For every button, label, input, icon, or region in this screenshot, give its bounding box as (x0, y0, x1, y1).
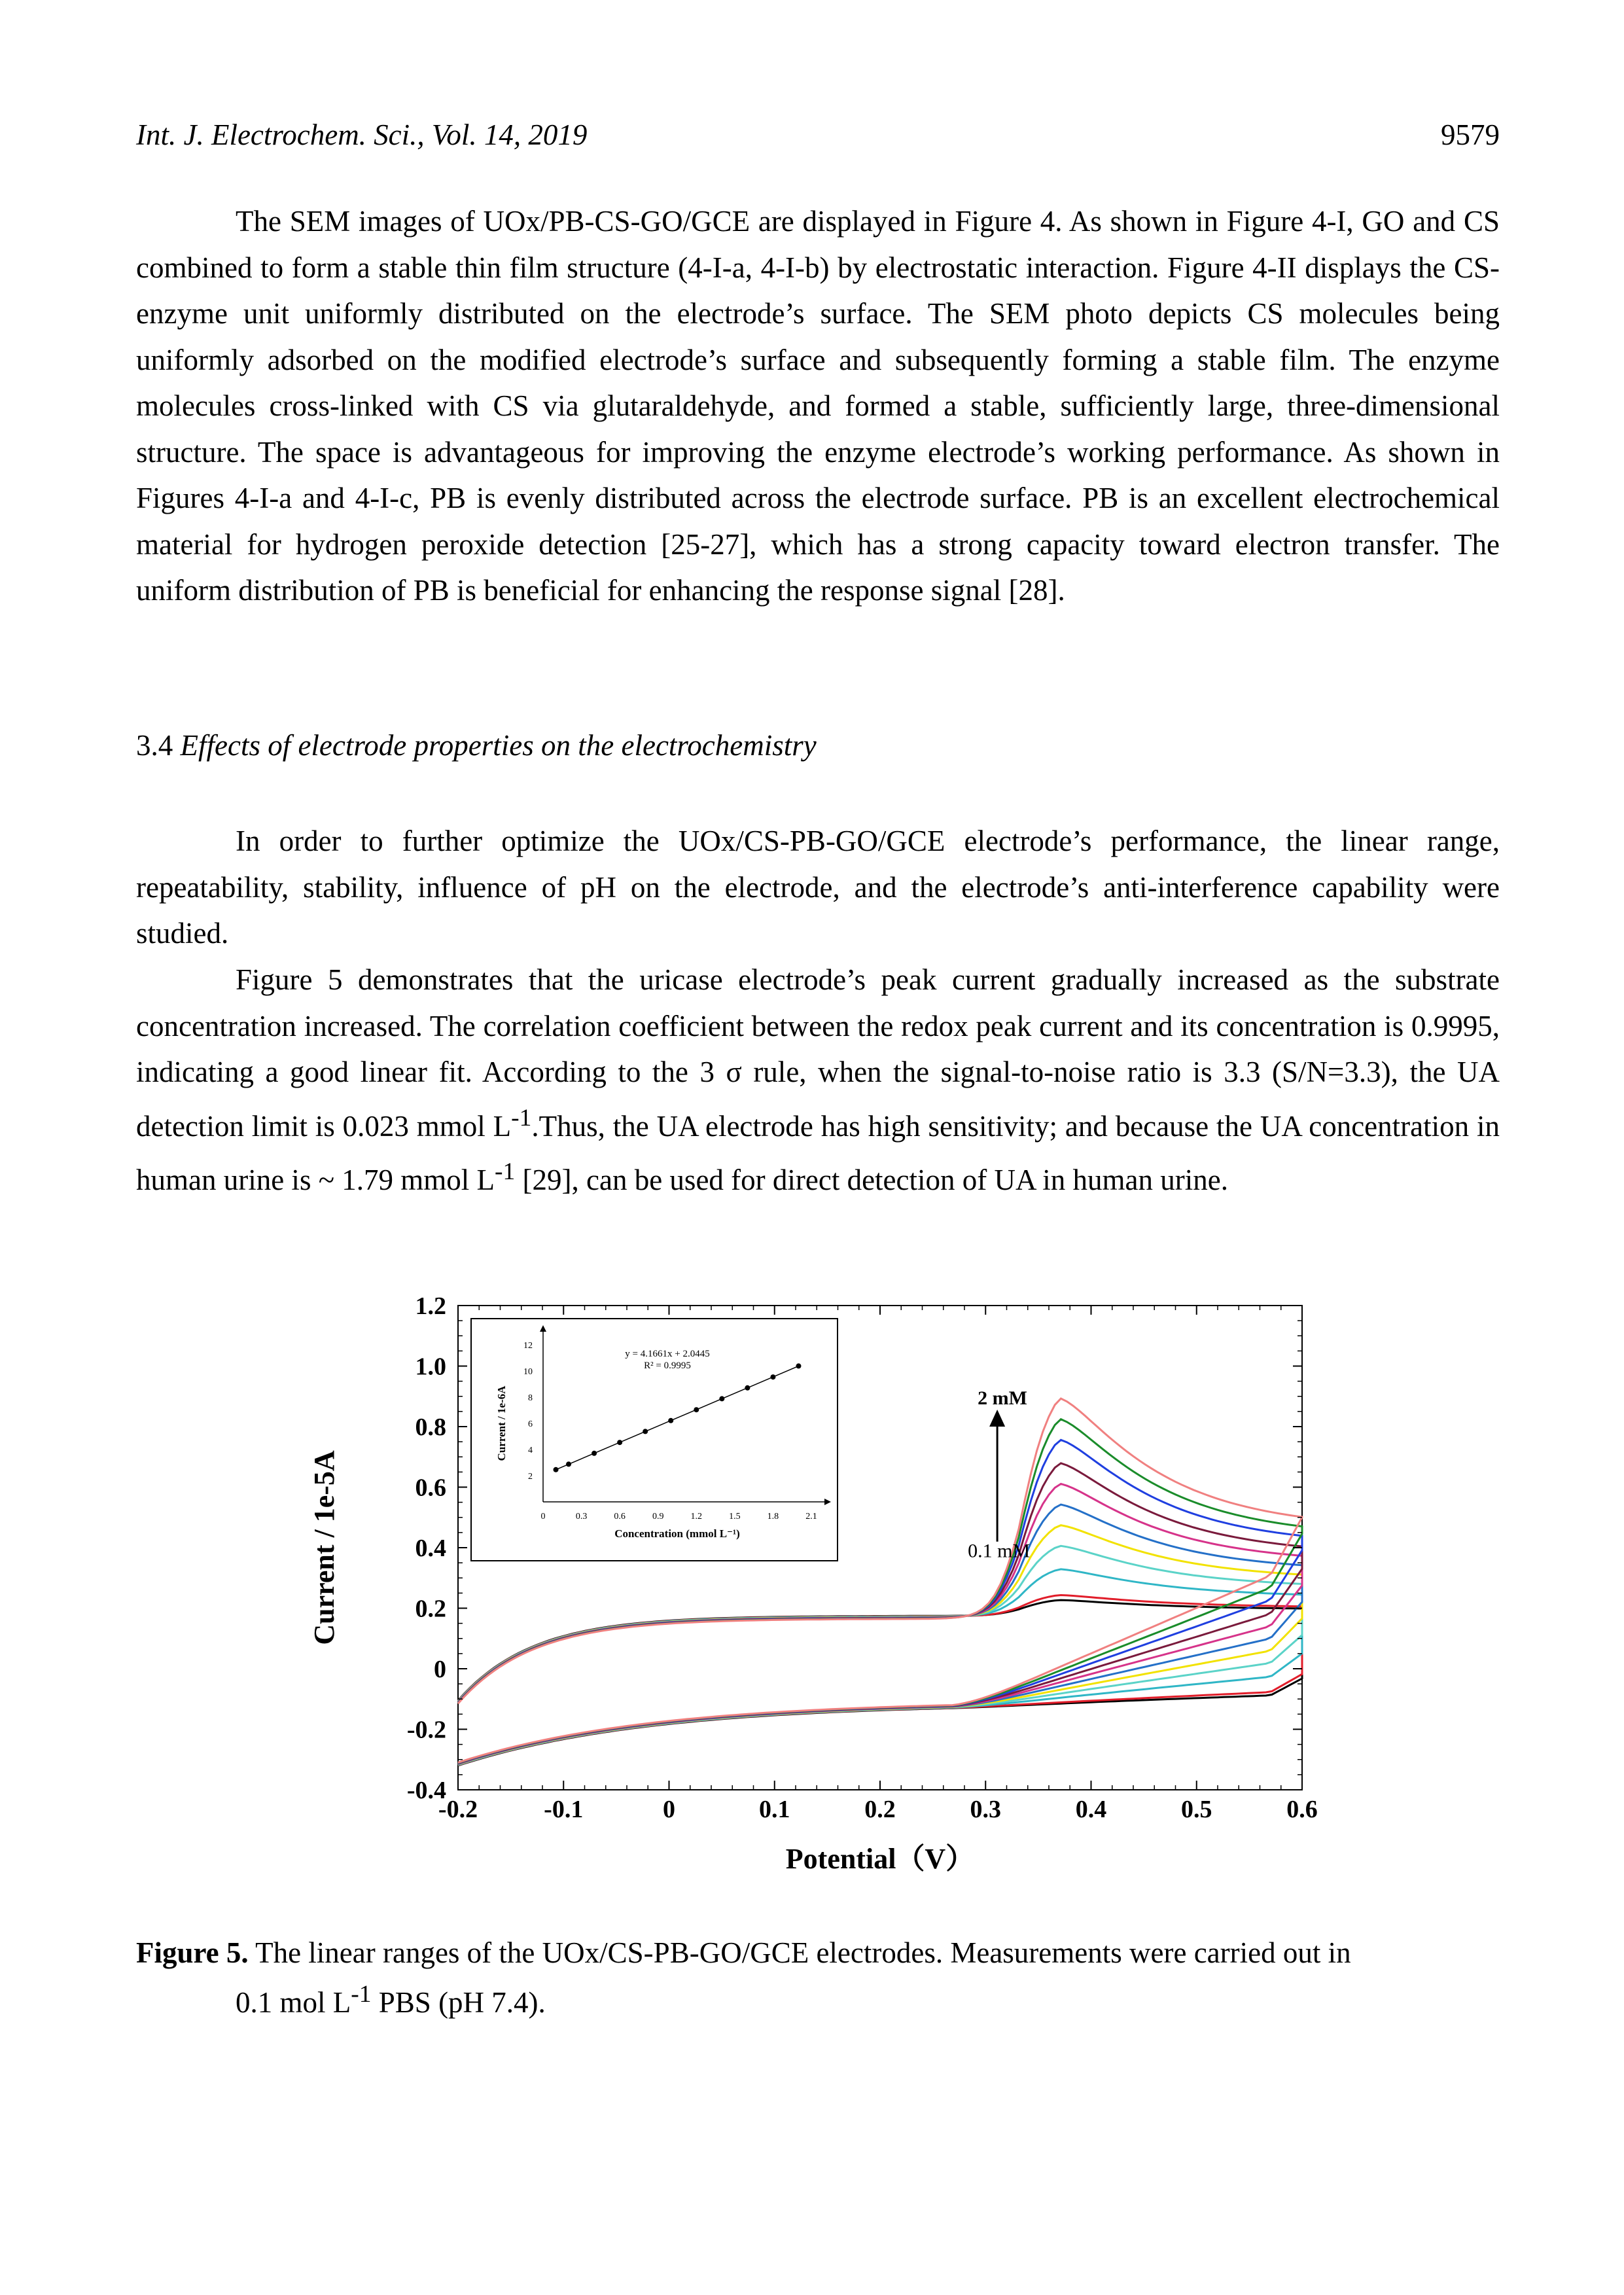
x-axis-label: Potential（V） (785, 1843, 975, 1875)
inset-r2: R² = 0.9995 (644, 1361, 691, 1371)
text-segment: 0.1 mol L (236, 1986, 351, 2019)
inset-x-tick-label: 2.1 (805, 1512, 817, 1521)
inset-data-point (643, 1429, 648, 1434)
inset-x-label: Concentration (mmol L⁻¹) (614, 1527, 740, 1540)
journal-citation: Int. J. Electrochem. Sci., Vol. 14, 2019 (136, 118, 588, 151)
section-heading (136, 728, 817, 762)
text-segment: Figure 5 demonstrates that the uricase electrode’s peak current gradually increased as the substrate concentration increased. The correlation coefficient between the redox peak current and its concentration is 0.9995, indicating a good linear fit. According to the 3 σ rule, when the signal-to-noise ratio is 3.3 (S/N=3.3), the UA detection limit is 0.023 mmol L (136, 963, 1500, 1143)
caption-label: Figure 5. (136, 1936, 249, 1969)
y-tick-label: 1.2 (415, 1292, 446, 1320)
paragraph-sem (136, 198, 1500, 614)
cv-series-line (458, 1595, 1302, 1766)
y-tick-label: -0.2 (406, 1716, 446, 1744)
x-tick-label: 0.2 (864, 1796, 896, 1823)
caption-text: The linear ranges of the UOx/CS-PB-GO/GCE electrodes. Measurements were carried out in (255, 1936, 1351, 1969)
x-tick-label: 0.3 (970, 1796, 1001, 1823)
figure-5 (308, 1279, 1322, 1901)
inset-x-tick-label: 0.3 (575, 1512, 588, 1521)
inset-x-tick-label: 1.5 (729, 1512, 741, 1521)
inset-y-tick-label: 12 (523, 1341, 533, 1351)
y-tick-label: 0.4 (415, 1535, 446, 1562)
text-segment: [29], can be used for direct detection of UA in human urine. (515, 1164, 1228, 1196)
inset-data-point (745, 1385, 750, 1391)
inset-x-tick-label: 0 (540, 1512, 546, 1521)
page-number: 9579 (1441, 118, 1500, 151)
paragraph-linear-range (136, 957, 1500, 1203)
inset-data-point (694, 1407, 699, 1412)
inset-equation: y = 4.1661x + 2.0445 (625, 1349, 710, 1359)
inset-x-tick-label: 0.9 (652, 1512, 664, 1521)
superscript: -1 (511, 1104, 532, 1131)
inset-y-tick-label: 2 (528, 1472, 533, 1482)
inset-y-tick-label: 8 (528, 1393, 533, 1403)
x-tick-label: 0.6 (1286, 1796, 1318, 1823)
paragraph-text: The SEM images of UOx/PB-CS-GO/GCE are displayed in Figure 4. As shown in Figure 4-I, GO and CS combined to form a stable thin film structure (4-I-a, 4-I-b) by electrostatic interaction. Figure 4-II displays the CS-enzyme unit uniformly distributed on the electrode’s surface. The SEM photo depicts CS molecules being uniformly adsorbed on the modified electrode’s surface and subsequently forming a stable film. The enzyme molecules cross-linked with CS via glutaraldehyde, and formed a stable, sufficiently large, three-dimensional structure. The space is advantageous for improving the enzyme electrode’s working performance. As shown in Figures 4-I-a and 4-I-c, PB is evenly distributed across the electrode surface. PB is an excellent electrochemical material for hydrogen peroxide detection [25-27], which has a strong capacity toward electron transfer. The uniform distribution of PB is beneficial for enhancing the response signal [28]. (136, 205, 1500, 607)
x-tick-label: 0.1 (759, 1796, 790, 1823)
y-tick-label: 0.2 (415, 1595, 446, 1623)
inset-x-tick-label: 1.2 (690, 1512, 703, 1521)
text-segment: .Thus, the UA electrode has high sensitivity; and because the UA concentration in human urine is ~ 1.79 mmol L (136, 1109, 1500, 1196)
y-axis-label: Current / 1e-5A (308, 1450, 340, 1645)
paragraph-optimize (136, 818, 1500, 957)
inset-y-tick-label: 10 (523, 1367, 533, 1377)
inset-x-tick-label: 1.8 (767, 1512, 779, 1521)
inset-y-tick-label: 4 (528, 1446, 533, 1455)
y-tick-label: 0.8 (415, 1414, 446, 1441)
text-segment: PBS (pH 7.4). (371, 1986, 546, 2019)
paragraph-text (136, 957, 1500, 1203)
x-tick-label: -0.2 (438, 1796, 478, 1823)
annotation-bottom: 0.1 mM (968, 1540, 1031, 1562)
y-tick-label: 0 (434, 1656, 446, 1683)
inset-data-point (591, 1451, 597, 1456)
cv-chart (308, 1279, 1322, 1901)
y-tick-label: -0.4 (406, 1777, 446, 1804)
inset-x-tick-label: 0.6 (614, 1512, 626, 1521)
paragraph-text: In order to further optimize the UOx/CS-PB-GO/GCE electrode’s performance, the linear range, repeatability, stability, influence of pH on the electrode, and the electrode’s anti-interference capability were studied. (136, 825, 1500, 950)
inset-y-tick-label: 6 (528, 1419, 533, 1429)
page-header (136, 118, 1500, 157)
y-tick-label: 1.0 (415, 1353, 446, 1381)
inset-plot (471, 1319, 838, 1561)
figure-caption (136, 1932, 1500, 2023)
section-title: Effects of electrode properties on the electrochemistry (180, 729, 817, 762)
inset-data-point (796, 1363, 801, 1368)
x-tick-label: 0.5 (1181, 1796, 1212, 1823)
inset-data-point (719, 1396, 724, 1401)
inset-data-point (770, 1374, 775, 1379)
inset-data-point (554, 1467, 559, 1472)
x-tick-label: 0 (663, 1796, 675, 1823)
x-tick-label: -0.1 (544, 1796, 584, 1823)
superscript: -1 (351, 1981, 372, 2008)
x-tick-label: 0.4 (1075, 1796, 1107, 1823)
y-tick-label: 0.6 (415, 1474, 446, 1502)
arrow-head (989, 1410, 1005, 1427)
inset-data-point (566, 1461, 571, 1467)
inset-data-point (617, 1440, 622, 1445)
superscript: -1 (495, 1158, 516, 1185)
inset-y-label: Current / 1e-6A (495, 1385, 508, 1461)
caption-continuation (136, 1974, 1500, 2023)
inset-data-point (668, 1418, 673, 1423)
section-number: 3.4 (136, 729, 173, 762)
cv-series-line (458, 1569, 1302, 1765)
annotation-top: 2 mM (978, 1387, 1027, 1410)
